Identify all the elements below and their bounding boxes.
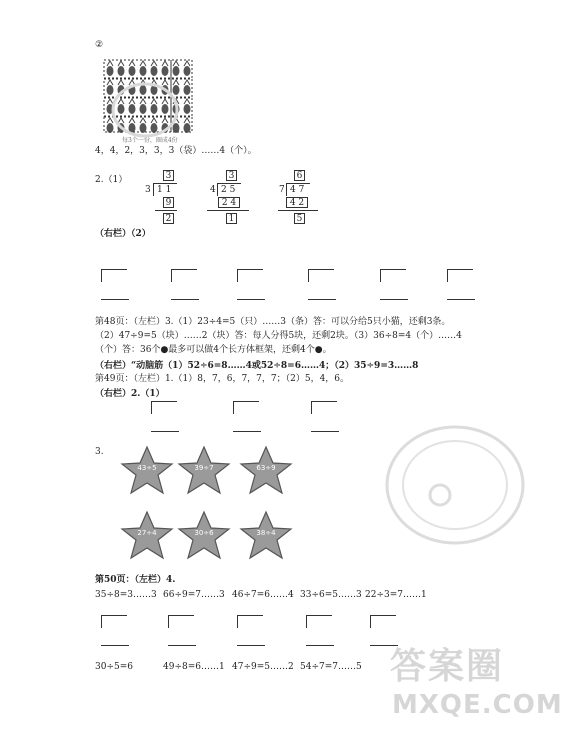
subtract-line [151, 431, 179, 432]
watermark-url: MXQE.COM [392, 690, 563, 720]
equation: 22÷3=7……1 [365, 590, 427, 600]
star-label: 30÷6 [194, 529, 214, 537]
remainder-box: 5 [294, 213, 305, 224]
pineapple-icon [129, 66, 136, 76]
subtract-line [380, 299, 408, 300]
pineapple-icon [151, 66, 158, 76]
quotient-box: 6 [294, 170, 305, 181]
equation: 47÷9=5……2 [232, 662, 294, 672]
division-bracket [237, 615, 238, 628]
pineapple-leaf-icon [129, 61, 135, 66]
subtract-line [171, 299, 199, 300]
division-bracket [308, 269, 309, 282]
dividend: 1 1 [157, 185, 172, 195]
division-bracket [447, 269, 448, 282]
pineapple-leaf-icon [184, 118, 190, 123]
star-icon [119, 445, 175, 495]
star-icon [176, 510, 232, 560]
product-box: 2 4 [218, 197, 240, 208]
division-bracket [237, 269, 238, 282]
right-col-2-label: （右栏）（2） [95, 229, 151, 239]
division-bracket [306, 615, 307, 628]
division-bar [311, 401, 337, 402]
pineapple-icon [162, 66, 169, 76]
division-bracket [233, 401, 234, 414]
subtract-line [306, 645, 334, 646]
star-label: 38÷4 [256, 529, 276, 537]
star-label: 27÷4 [137, 529, 157, 537]
dividend: 2 5 [221, 185, 236, 195]
star-icon [238, 510, 294, 560]
division-bar [168, 615, 194, 616]
equation: 46÷7=6……4 [232, 590, 294, 600]
watermark-main: 答案圈 [390, 646, 505, 687]
quotient-box: 3 [226, 170, 237, 181]
division-bar [101, 615, 127, 616]
p48-line-4: （右栏）“动脑筋（1）52÷6=8……4或52÷8=6……4；（2）35÷9=3……8 [95, 361, 419, 371]
division-bracket [101, 269, 102, 282]
equation: 54÷7=7……5 [300, 662, 362, 672]
pineapple-leaf-icon [107, 61, 113, 66]
pineapple-leaf-icon [173, 61, 179, 66]
division-bar [447, 269, 473, 270]
division-bar [380, 269, 406, 270]
star-label: 43÷5 [137, 464, 157, 472]
pineapple-leaf-icon [184, 80, 190, 85]
p49-line-1: 第49页：（左栏）1.（1）8，7，6，7，7，7；（2）5，4，6。 [95, 374, 350, 384]
pineapple-leaf-icon [184, 99, 190, 104]
product-box: 4 2 [286, 197, 308, 208]
product-box: 9 [163, 197, 174, 208]
subtract-line [233, 431, 261, 432]
equation: 30÷5=6 [95, 662, 133, 672]
equation: 33÷6=5……3 [300, 590, 362, 600]
star-label: 63÷9 [256, 464, 276, 472]
divisor: 7 [279, 185, 285, 195]
division-bar [171, 269, 197, 270]
p48-line-1: 第48页：（左栏）3.（1）23÷4=5（只）……3（条）答：可以分给5只小猫，还剩3条。 [95, 317, 451, 327]
division-bar [308, 269, 334, 270]
circle-label: ② [95, 40, 104, 50]
subtract-line [168, 645, 196, 646]
p48-line-3: （个）答：36个●最多可以做4个长方体框架，还剩4个●。 [95, 345, 332, 355]
pineapple-note: 每3个一份，圈成4份 [122, 137, 178, 144]
subtract-line [308, 299, 336, 300]
pineapple-icon [118, 66, 125, 76]
stamp-watermark-left [110, 80, 180, 140]
p50-line-1: 第50页：（左栏）4. [95, 575, 176, 585]
division-bracket [168, 615, 169, 628]
remainder-box: 1 [226, 213, 237, 224]
subtract-line [101, 645, 129, 646]
division-bar [237, 269, 263, 270]
star-label: 39÷7 [194, 464, 214, 472]
division-bar [151, 401, 177, 402]
subtract-line [101, 299, 129, 300]
pineapple-leaf-icon [151, 61, 157, 66]
equation: 66÷9=7……3 [163, 590, 225, 600]
division-bar [237, 615, 263, 616]
p49-right-label: （右栏）2.（1） [95, 389, 165, 399]
pineapple-icon [140, 66, 147, 76]
p48-line-2: （2）47÷9=5（块）……2（块）答：每人分得5块，还剩2块。（3）36÷8=4（个）……4 [95, 331, 462, 341]
division-bracket [101, 615, 102, 628]
pineapple-leaf-icon [118, 61, 124, 66]
answer-line-1: 4，4，2，3，3，3（袋）……4（个）。 [95, 146, 257, 156]
division-bar [233, 401, 259, 402]
pineapple-icon [107, 66, 114, 76]
subtract-line [237, 299, 265, 300]
division-bracket [311, 401, 312, 414]
pineapple-icon [184, 85, 191, 95]
division-bracket [380, 269, 381, 282]
equation: 49÷8=6……1 [163, 662, 225, 672]
q3-label: 3. [95, 447, 104, 457]
division-bracket [370, 615, 371, 628]
pineapple-icon [184, 104, 191, 114]
pineapple-leaf-icon [162, 61, 168, 66]
divisor: 3 [145, 185, 151, 195]
division-bar [101, 269, 127, 270]
star-icon [238, 445, 294, 495]
pineapple-icon [173, 66, 180, 76]
subtract-line [447, 299, 475, 300]
stamp-watermark [380, 420, 530, 550]
pineapple-leaf-icon [184, 61, 190, 66]
equation: 35÷8=3……3 [95, 590, 157, 600]
star-icon [119, 510, 175, 560]
pineapple-icon [184, 66, 191, 76]
division-bracket [171, 269, 172, 282]
dividend: 4 7 [290, 185, 305, 195]
pineapple-leaf-icon [140, 61, 146, 66]
division-bar [306, 615, 332, 616]
subtract-line [237, 645, 265, 646]
subtract-line [311, 431, 339, 432]
remainder-box: 2 [163, 213, 174, 224]
divisor: 4 [210, 185, 216, 195]
division-bar [370, 615, 396, 616]
star-icon [176, 445, 232, 495]
q2-label: 2.（1） [95, 175, 128, 185]
division-bracket [151, 401, 152, 414]
quotient-box: 3 [163, 170, 174, 181]
